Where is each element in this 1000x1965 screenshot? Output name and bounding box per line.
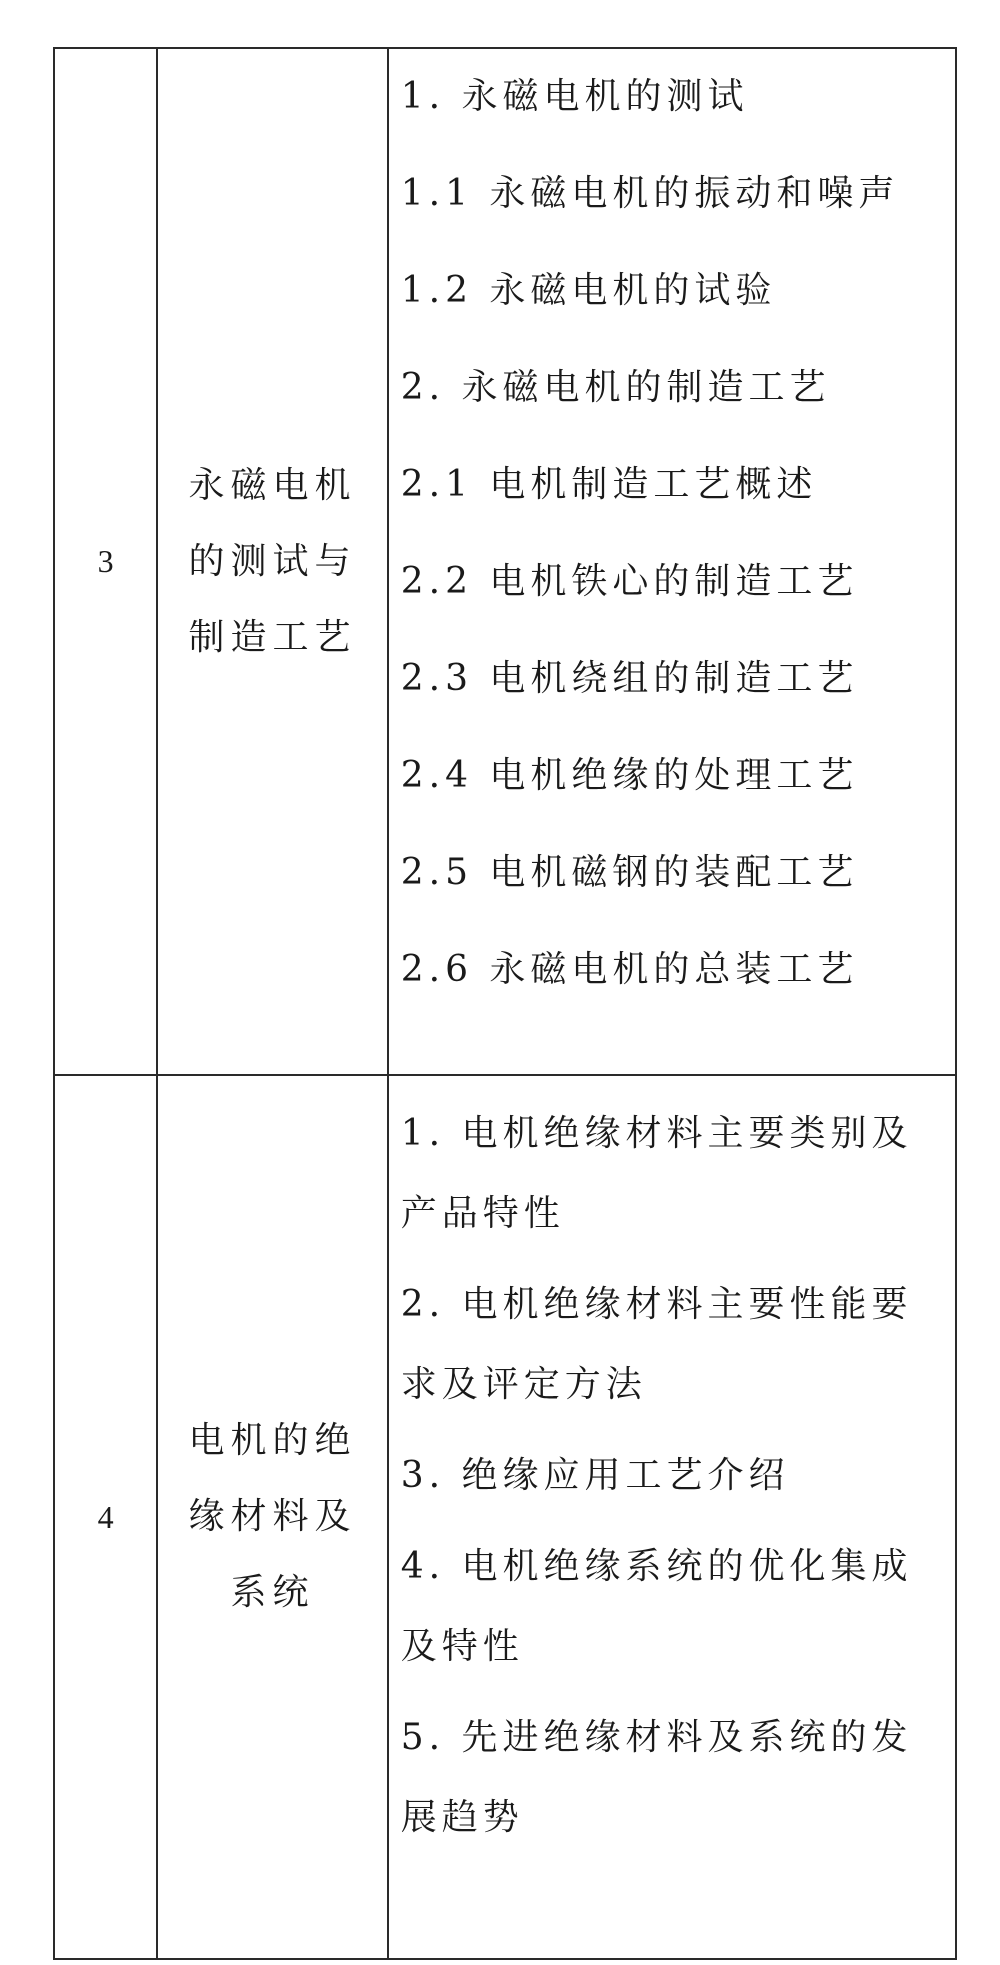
row-number: 3 xyxy=(54,48,157,1075)
row-number: 4 xyxy=(54,1075,157,1959)
table-row xyxy=(54,1075,956,1959)
module-title-line: 永磁电机 xyxy=(188,464,357,506)
module-title-line: 系统 xyxy=(230,1572,315,1613)
content-list xyxy=(401,1094,955,1858)
list-item: 2.6 永磁电机的总装工艺 xyxy=(400,949,859,990)
list-item: 4. 电机绝缘系统的优化集成及特性 xyxy=(400,1546,913,1667)
list-item: 5. 先进绝缘材料及系统的发展趋势 xyxy=(400,1717,913,1838)
module-title xyxy=(157,1075,388,1959)
content-list xyxy=(401,67,955,1037)
list-item: 2.5 电机磁钢的装配工艺 xyxy=(400,852,859,893)
module-content xyxy=(388,1075,956,1959)
module-title xyxy=(157,48,388,1075)
module-title-line: 缘材料及 xyxy=(188,1496,357,1537)
module-content xyxy=(388,48,956,1075)
list-item: 2. 永磁电机的制造工艺 xyxy=(400,367,831,408)
curriculum-table xyxy=(53,47,957,1960)
list-item: 2.3 电机绕组的制造工艺 xyxy=(400,658,859,699)
module-title-line: 电机的绝 xyxy=(188,1420,357,1461)
module-title-line: 制造工艺 xyxy=(188,616,357,658)
list-item: 2.1 电机制造工艺概述 xyxy=(400,464,818,505)
list-item: 3. 绝缘应用工艺介绍 xyxy=(400,1455,790,1496)
list-item: 2.4 电机绝缘的处理工艺 xyxy=(400,755,859,796)
table-row xyxy=(54,48,956,1075)
module-title-line: 的测试与 xyxy=(188,540,357,582)
list-item: 1.1 永磁电机的振动和噪声 xyxy=(400,173,900,214)
list-item: 1.2 永磁电机的试验 xyxy=(400,270,777,311)
list-item: 2. 电机绝缘材料主要性能要求及评定方法 xyxy=(400,1284,913,1405)
list-item: 1. 电机绝缘材料主要类别及产品特性 xyxy=(400,1113,913,1234)
list-item: 1. 永磁电机的测试 xyxy=(400,76,749,117)
list-item: 2.2 电机铁心的制造工艺 xyxy=(400,561,859,602)
